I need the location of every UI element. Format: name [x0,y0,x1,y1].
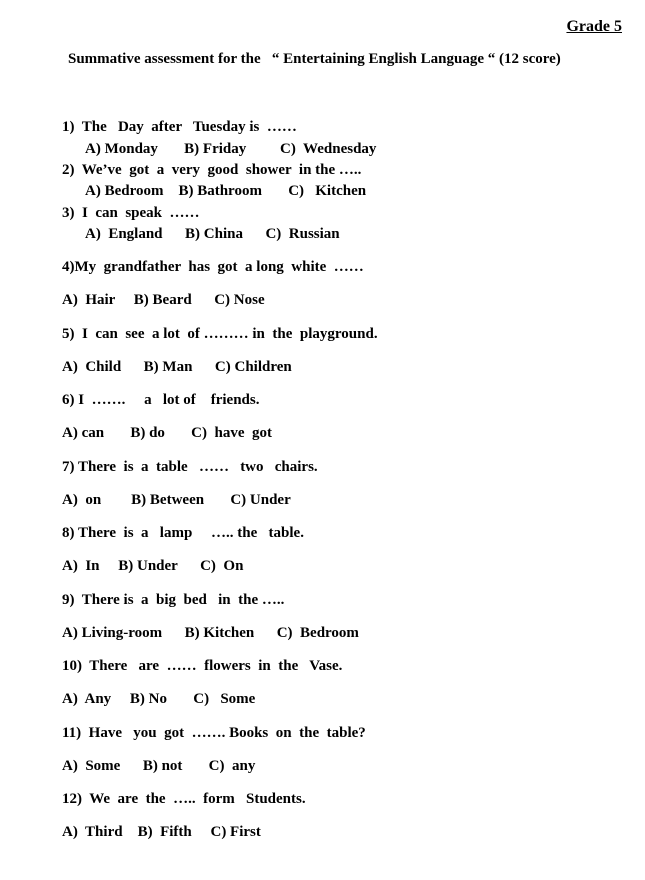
question-1: 1) The Day after Tuesday is …… [62,119,297,135]
options-6: A) can B) do C) have got [62,425,272,441]
options-11: A) Some B) not C) any [62,758,256,774]
question-11: 11) Have you got ……. Books on the table? [62,725,366,741]
options-3: A) England B) China C) Russian [85,226,340,242]
options-5: A) Child B) Man C) Children [62,359,292,375]
options-7: A) on B) Between C) Under [62,492,291,508]
grade-label: Grade 5 [566,18,622,35]
question-9: 9) There is a big bed in the ….. [62,592,285,608]
question-6: 6) I ……. a lot of friends. [62,392,260,408]
question-7: 7) There is a table …… two chairs. [62,459,318,475]
question-12: 12) We are the ….. form Students. [62,791,306,807]
options-4: A) Hair B) Beard C) Nose [62,292,265,308]
options-1: A) Monday B) Friday C) Wednesday [85,141,377,157]
options-2: A) Bedroom B) Bathroom C) Kitchen [85,183,367,199]
options-8: A) In B) Under C) On [62,558,244,574]
question-2: 2) We’ve got a very good shower in the ….. [62,162,362,178]
options-10: A) Any B) No C) Some [62,691,256,707]
options-12: A) Third B) Fifth C) First [62,824,261,840]
assessment-title: Summative assessment for the “ Entertaining English Language “ (12 score) [68,51,561,67]
options-9: A) Living-room B) Kitchen C) Bedroom [62,625,359,641]
question-4: 4)My grandfather has got a long white …… [62,259,364,275]
question-3: 3) I can speak …… [62,205,200,221]
question-5: 5) I can see a lot of ……… in the playground. [62,326,378,342]
question-8: 8) There is a lamp ….. the table. [62,525,304,541]
question-10: 10) There are …… flowers in the Vase. [62,658,343,674]
